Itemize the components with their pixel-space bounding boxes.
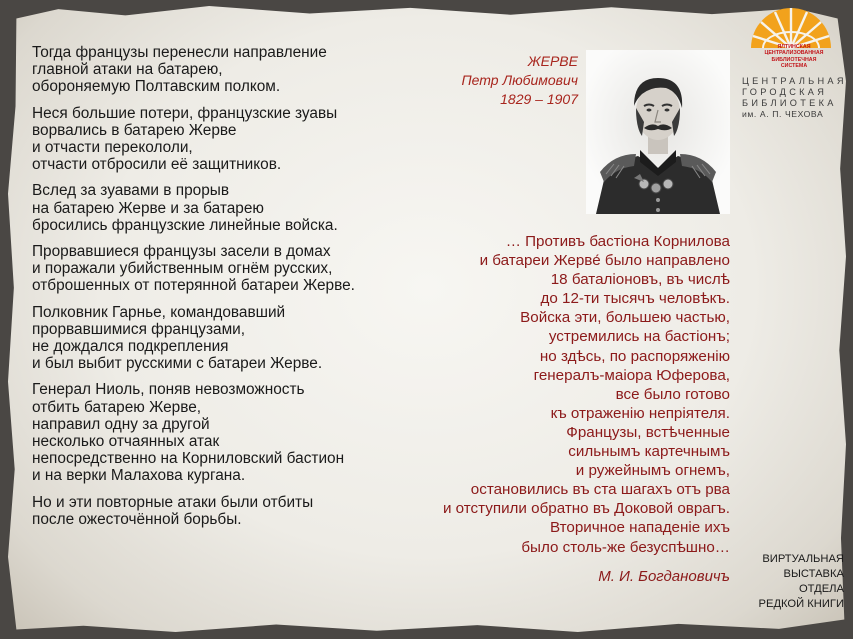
person-years: 1829 – 1907 <box>500 91 578 107</box>
quote-author: М. И. Богдановичъ <box>598 568 730 585</box>
paragraph: Тогда французы перенесли направление главной атаки на батарею, обороняемую Полтавским полком. <box>32 44 327 96</box>
library-name-line: ГОРОДСКАЯ <box>742 87 828 97</box>
paragraph: Но и эти повторные атаки были отбиты после ожесточённой борьбы. <box>32 493 314 528</box>
logo-caption: ЯЛТИНСКАЯ ЦЕНТРАЛИЗОВАННАЯ БИБЛИОТЕЧНАЯ СИСТЕМА <box>764 44 824 70</box>
paragraph: Полковник Гарнье, командовавший прорвавшимися французами, не дождался подкрепления и был выбит русскими с батареи Жерве. <box>32 303 323 373</box>
paragraph: Неся большие потери, французские зуавы ворвались в батарею Жерве и отчасти перекололи, отчасти отбросили её защитников. <box>32 104 338 174</box>
library-name-line: БИБЛИОТЕКА <box>742 98 837 108</box>
person-name: Петр Любимович <box>461 72 578 88</box>
library-name-line: ЦЕНТРАЛЬНАЯ <box>742 76 847 86</box>
quote-text: … Противъ бастіона Корнилова и батареи Жерве́ было направлено 18 баталіоновъ, въ числѣ до 12-ти тысячъ человѣкъ. Войска эти, большею частью, устремились на бастіонъ; но здѣсь, по распоряженію генералъ-маіора Юферова, все было готово къ отраженію непріятеля. Французы, встѣченные сильнымъ картечнымъ и ружейнымъ огнемъ, остановились въ ста шагахъ отъ рва и отступили обратно въ Доковой оврагъ. Вторичное нападеніе ихъ было столь-же безуспѣшно… <box>442 233 730 556</box>
narrative-text <box>32 44 412 537</box>
exhibition-label: ВИРТУАЛЬНАЯ ВЫСТАВКА ОТДЕЛА РЕДКОЙ КНИГИ <box>758 553 844 610</box>
library-name <box>742 76 847 120</box>
portrait-image <box>586 50 730 214</box>
paragraph: Генерал Ниоль, поняв невозможность отбить батарею Жерве, направил одну за другой несколько отчаянных атак непосредственно на Корниловский бастион и на верки Малахова кургана. <box>32 381 345 485</box>
person-caption <box>430 52 578 109</box>
paragraph: Прорвавшиеся французы засели в домах и поражали убийственным огнём русских, отброшенных от потерянной батареи Жерве. <box>32 243 355 295</box>
person-surname: ЖЕРВЕ <box>527 53 578 69</box>
paragraph: Вслед за зуавами в прорыв на батарею Жерве и за батарею бросились французские линейные войска. <box>32 182 338 234</box>
library-name-line: им. А. П. ЧЕХОВА <box>742 109 824 119</box>
